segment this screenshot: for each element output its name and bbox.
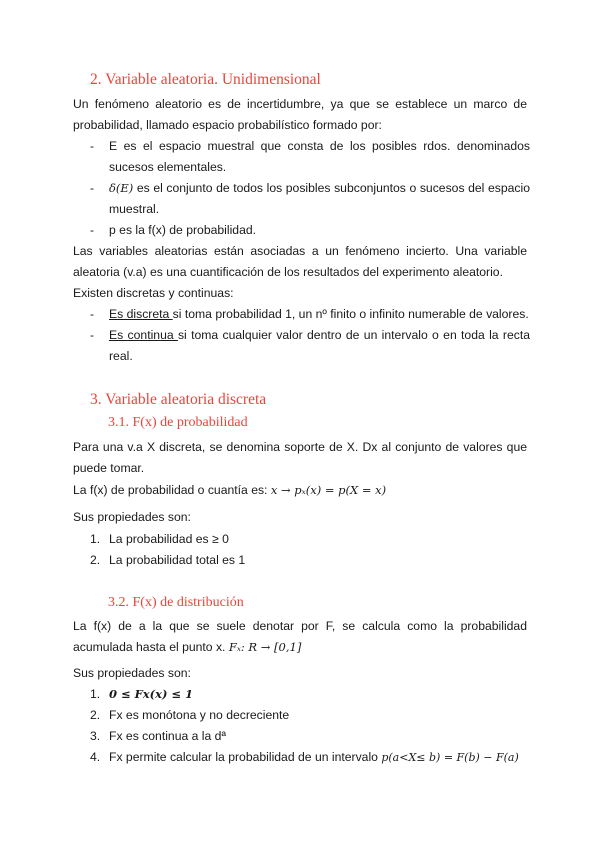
- subsection-3-1-formula-line: [73, 480, 527, 501]
- list-marker: -: [90, 223, 95, 237]
- list-item-text: La probabilidad total es 1: [109, 553, 246, 567]
- list-item-text: Fx es monótona y no decreciente: [109, 708, 290, 722]
- section-2-paragraph: Las variables aleatorias están asociadas a un fenómeno incierto. Una variable aleatoria (v.a) es una cuantificación de los resultados del experimento aleatorio.: [73, 244, 527, 279]
- list-item-text: Fx es continua a la dª: [109, 729, 226, 743]
- list-item: [90, 178, 530, 220]
- list-item: [90, 747, 540, 768]
- formula-lead-text: La f(x) de probabilidad o cuantía es:: [73, 483, 271, 497]
- list-item: [90, 726, 530, 747]
- subsection-3-2-paragraph: [73, 616, 527, 658]
- list-item-text: La probabilidad es ≥ 0: [109, 532, 229, 546]
- list-item-text: Fx permite calcular la probabilidad de un intervalo: [109, 750, 382, 764]
- term-continua: Es continua: [109, 328, 178, 342]
- list-marker: -: [90, 307, 95, 321]
- term-discreta: Es discreta: [109, 307, 173, 321]
- probability-mass-formula: x → pₓ(x) = p(X = x): [270, 483, 387, 497]
- subsection-3-1-paragraph: Para una v.a X discreta, se denomina soporte de X. Dx al conjunto de valores que puede tomar.: [73, 440, 527, 475]
- sigma-algebra-symbol: δ(E): [109, 181, 134, 195]
- list-item-text: es el conjunto de todos los posibles subconjuntos o sucesos del espacio muestral.: [109, 181, 530, 216]
- properties-label: Sus propiedades son:: [73, 666, 191, 680]
- list-marker: -: [90, 139, 95, 153]
- list-item: [90, 529, 530, 550]
- list-marker: -: [90, 181, 95, 195]
- list-item: [90, 550, 530, 571]
- list-item: [90, 304, 530, 325]
- section-2-types-intro: Existen discretas y continuas:: [73, 286, 234, 300]
- list-item: [90, 684, 530, 705]
- list-marker: -: [90, 328, 95, 342]
- list-number: 4.: [90, 750, 101, 764]
- section-3-heading: 3. Variable aleatoria discreta: [90, 391, 267, 408]
- properties-label: Sus propiedades son:: [73, 510, 191, 524]
- distribution-function-formula: Fₓ: R → [0,1]: [228, 640, 302, 654]
- list-number: 1.: [90, 532, 101, 546]
- list-number: 2.: [90, 553, 101, 567]
- paragraph-text: La f(x) de a la que se suele denotar por F, se calcula como la probabilidad acumulada hasta el punto x.: [73, 619, 527, 654]
- list-item: [90, 136, 530, 178]
- subsection-3-2-heading: 3.2. F(x) de distribución: [108, 595, 244, 610]
- list-item-text: E es el espacio muestral que consta de los posibles rdos. denominados sucesos elementales.: [109, 139, 530, 174]
- list-number: 2.: [90, 708, 101, 722]
- interval-probability-formula: p(a<X≤ b) = F(b) − F(a): [381, 751, 519, 764]
- list-item: [90, 220, 530, 241]
- section-2-intro: Un fenómeno aleatorio es de incertidumbre, ya que se establece un marco de probabilidad, llamado espacio probabilístico formado por:: [73, 97, 527, 132]
- list-item: [90, 705, 530, 726]
- list-item: [90, 325, 530, 367]
- list-item-text: si toma probabilidad 1, un nº finito o infinito numerable de valores.: [172, 307, 529, 321]
- subsection-3-1-heading: 3.1. F(x) de probabilidad: [108, 415, 248, 430]
- list-item-text: p es la f(x) de probabilidad.: [109, 223, 257, 237]
- range-inequality-formula: 0 ≤ Fx(x) ≤ 1: [109, 687, 194, 701]
- list-number: 3.: [90, 729, 101, 743]
- section-2-heading: 2. Variable aleatoria. Unidimensional: [90, 71, 321, 88]
- list-number: 1.: [90, 687, 101, 701]
- list-item-text: si toma cualquier valor dentro de un intervalo o en toda la recta real.: [109, 328, 530, 363]
